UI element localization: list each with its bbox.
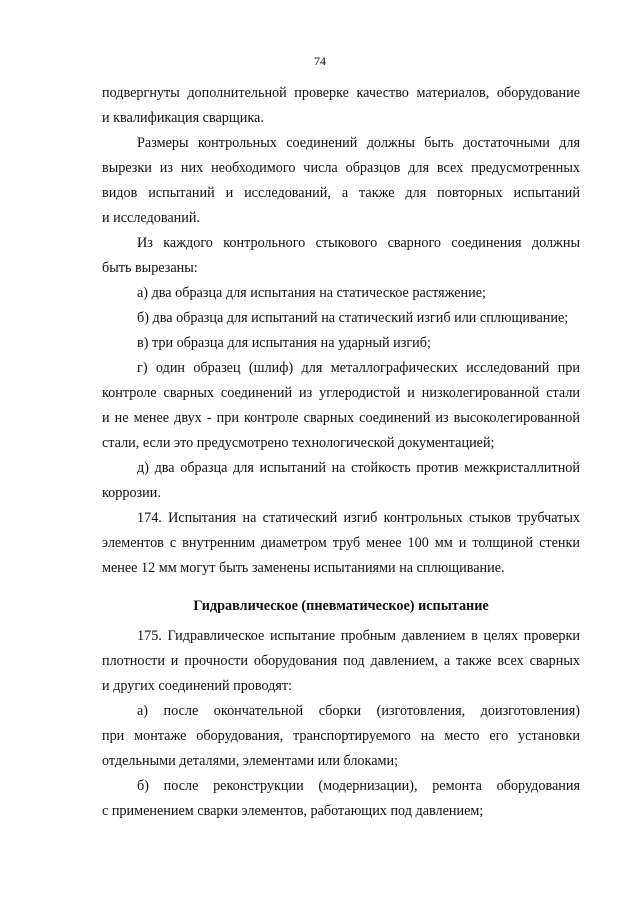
page-number: 74 <box>314 54 326 68</box>
paragraph-174: 174. Испытания на статический изгиб контрольных стыков трубчатых <box>137 510 580 526</box>
list-item-b: б) после реконструкции (модернизации), ремонта оборудования <box>137 778 580 794</box>
list-item-v: в) три образца для испытания на ударный изгиб; <box>137 335 431 351</box>
text-line: при монтаже оборудования, транспортируемого на место его установки <box>102 728 580 744</box>
paragraph-175: 175. Гидравлическое испытание пробным давлением в целях проверки <box>137 628 580 644</box>
list-item-a: а) два образца для испытания на статическое растяжение; <box>137 285 486 301</box>
text-line: Размеры контрольных соединений должны быть достаточными для <box>137 135 580 151</box>
list-item-b: б) два образца для испытаний на статический изгиб или сплющивание; <box>137 310 569 326</box>
text-line: быть вырезаны: <box>102 260 198 276</box>
text-line: и квалификация сварщика. <box>102 110 264 126</box>
text-line: менее 12 мм могут быть заменены испытаниями на сплющивание. <box>102 560 505 576</box>
text-line: отдельными деталями, элементами или блоками; <box>102 753 399 769</box>
text-line: подвергнуты дополнительной проверке качество материалов, оборудование <box>102 85 580 101</box>
text-line: и исследований. <box>102 210 200 226</box>
list-item-a: а) после окончательной сборки (изготовления, доизготовления) <box>137 703 580 719</box>
text-line: вырезки из них необходимого числа образцов для всех предусмотренных <box>102 160 580 176</box>
text-line: плотности и прочности оборудования под давлением, а также всех сварных <box>102 653 580 669</box>
list-item-d: д) два образца для испытаний на стойкость против межкристаллитной <box>137 460 580 476</box>
section-heading: Гидравлическое (пневматическое) испытание <box>193 598 489 614</box>
text-line: и не менее двух - при контроле сварных соединений из высоколегированной <box>102 410 580 426</box>
text-line: элементов с внутренним диаметром труб менее 100 мм и толщиной стенки <box>102 535 580 551</box>
text-line: видов испытаний и исследований, а также для повторных испытаний <box>102 185 580 201</box>
text-line: коррозии. <box>102 485 161 501</box>
list-item-g: г) один образец (шлиф) для металлографических исследований при <box>137 360 580 376</box>
text-line: контроле сварных соединений из углеродистой и низколегированной стали <box>102 385 580 401</box>
text-line: стали, если это предусмотрено технологической документацией; <box>102 435 495 451</box>
text-line: Из каждого контрольного стыкового сварного соединения должны <box>137 235 580 251</box>
text-line: и других соединений проводят: <box>102 678 293 694</box>
text-line: с применением сварки элементов, работающих под давлением; <box>102 803 484 819</box>
